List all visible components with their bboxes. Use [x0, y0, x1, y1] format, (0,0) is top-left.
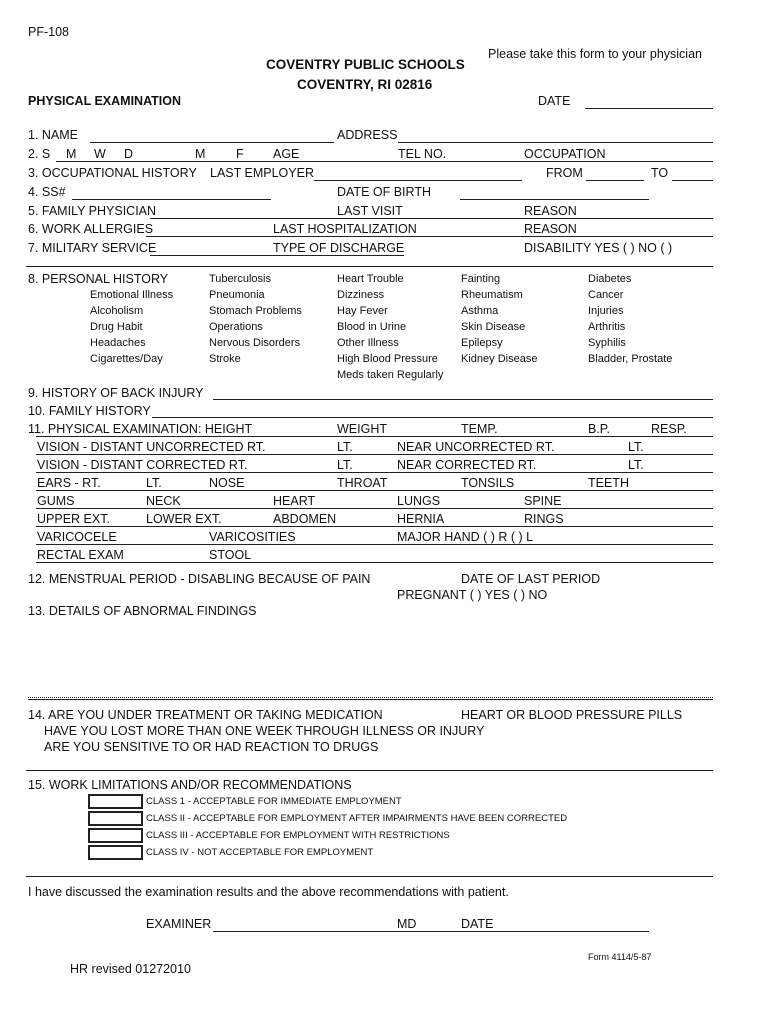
back-injury-field[interactable]	[213, 399, 713, 400]
address-field[interactable]	[398, 142, 713, 143]
school-city: COVENTRY, RI 02816	[297, 77, 433, 92]
ph-emotional-illness: Emotional Illness	[90, 289, 174, 301]
rings-label: RINGS	[524, 512, 564, 526]
ph-cancer: Cancer	[588, 289, 624, 301]
family-history-label: 10. FAMILY HISTORY	[28, 404, 151, 418]
ph-heart-trouble: Heart Trouble	[337, 273, 404, 285]
ph-rheumatism: Rheumatism	[461, 289, 523, 301]
family-history-field[interactable]	[152, 417, 713, 418]
gums-label: GUMS	[37, 494, 75, 508]
ph-operations: Operations	[209, 321, 263, 333]
status-d[interactable]: D	[124, 147, 134, 161]
tonsils-label: TONSILS	[461, 476, 515, 490]
ph-hay-fever: Hay Fever	[337, 305, 388, 317]
major-hand-label: MAJOR HAND ( ) R ( ) L	[397, 530, 534, 544]
line2-field[interactable]	[56, 161, 713, 162]
abdomen-label: ABDOMEN	[273, 512, 337, 526]
vision-distant-uncorrected-lt: LT.	[337, 440, 353, 454]
status-label: 2. S	[28, 147, 51, 161]
ph-fainting: Fainting	[461, 273, 501, 285]
ph-dizziness: Dizziness	[337, 289, 385, 301]
divider	[26, 770, 713, 771]
class3-checkbox[interactable]	[88, 828, 143, 843]
findings-line-b[interactable]	[28, 699, 713, 700]
exam-row3-line[interactable]	[36, 472, 713, 473]
occ-history-label: 3. OCCUPATIONAL HISTORY	[28, 166, 197, 180]
ears-lt-label: LT.	[146, 476, 162, 490]
vision-near-uncorrected-lt: LT.	[628, 440, 644, 454]
discharge-label: TYPE OF DISCHARGE	[273, 241, 405, 255]
abnormal-findings-label: 13. DETAILS OF ABNORMAL FINDINGS	[28, 604, 257, 618]
vision-near-uncorrected: NEAR UNCORRECTED RT.	[397, 440, 555, 454]
divider	[26, 266, 713, 267]
ss-label: 4. SS#	[28, 185, 66, 199]
from-label: FROM	[546, 166, 583, 180]
ph-injuries: Injuries	[588, 305, 624, 317]
sex-f[interactable]: F	[236, 147, 244, 161]
ph-stomach-problems: Stomach Problems	[209, 305, 302, 317]
work-limitations-label: 15. WORK LIMITATIONS AND/OR RECOMMENDATIONS	[28, 778, 352, 792]
ears-rt-label: EARS - RT.	[37, 476, 101, 490]
ph-headaches: Headaches	[90, 337, 146, 349]
allergies-field[interactable]	[146, 236, 713, 237]
exam-row4-line[interactable]	[36, 490, 713, 491]
back-injury-label: 9. HISTORY OF BACK INJURY	[28, 386, 204, 400]
physical-exam-label: 11. PHYSICAL EXAMINATION: HEIGHT	[28, 422, 253, 436]
exam-row7-line[interactable]	[36, 544, 713, 545]
temp-label: TEMP.	[461, 422, 498, 436]
rectal-exam-label: RECTAL EXAM	[37, 548, 124, 562]
ph-kidney-disease: Kidney Disease	[461, 353, 538, 365]
exam-row6-line[interactable]	[36, 526, 713, 527]
neck-label: NECK	[146, 494, 181, 508]
military-field[interactable]	[150, 255, 404, 256]
divider	[26, 876, 713, 877]
last-employer-label: LAST EMPLOYER	[210, 166, 314, 180]
page-title: PHYSICAL EXAMINATION	[28, 94, 182, 108]
form-id: PF-108	[28, 25, 69, 39]
status-w[interactable]: W	[94, 147, 106, 161]
pregnant-label: PREGNANT ( ) YES ( ) NO	[397, 588, 548, 602]
last-employer-field[interactable]	[314, 180, 522, 181]
varicosities-label: VARICOSITIES	[209, 530, 296, 544]
ph-diabetes: Diabetes	[588, 273, 632, 285]
physician-note: Please take this form to your physician	[488, 47, 702, 61]
date-field[interactable]	[585, 108, 713, 109]
lungs-label: LUNGS	[397, 494, 441, 508]
date-label: DATE	[538, 94, 571, 108]
status-m[interactable]: M	[66, 147, 77, 161]
ph-cigarettes: Cigarettes/Day	[90, 353, 163, 365]
ph-high-blood-pressure: High Blood Pressure	[337, 353, 438, 365]
spine-label: SPINE	[524, 494, 562, 508]
ph-blood-in-urine: Blood in Urine	[337, 321, 407, 333]
bp-pills-label: HEART OR BLOOD PRESSURE PILLS	[461, 708, 683, 722]
ss-field[interactable]	[72, 199, 271, 200]
lost-week-label: HAVE YOU LOST MORE THAN ONE WEEK THROUGH ILLNESS OR INJURY	[44, 724, 485, 738]
from-field[interactable]	[586, 180, 644, 181]
ph-asthma: Asthma	[461, 305, 499, 317]
last-period-label: DATE OF LAST PERIOD	[461, 572, 601, 586]
ph-meds-regularly: Meds taken Regularly	[337, 369, 444, 381]
work-allergies-label: 6. WORK ALLERGIES	[28, 222, 154, 236]
stool-label: STOOL	[209, 548, 252, 562]
hosp-reason-label: REASON	[524, 222, 577, 236]
class4-label: CLASS IV - NOT ACCEPTABLE FOR EMPLOYMENT	[146, 847, 374, 858]
personal-history-label: 8. PERSONAL HISTORY	[28, 272, 169, 286]
heart-label: HEART	[273, 494, 316, 508]
visit-reason-label: REASON	[524, 204, 577, 218]
class3-label: CLASS III - ACCEPTABLE FOR EMPLOYMENT WITH RESTRICTIONS	[146, 830, 450, 841]
class1-label: CLASS 1 - ACCEPTABLE FOR IMMEDIATE EMPLOYMENT	[146, 796, 402, 807]
sex-m[interactable]: M	[195, 147, 206, 161]
disability-label: DISABILITY YES ( ) NO ( )	[524, 241, 673, 255]
examiner-label: EXAMINER	[146, 917, 212, 931]
ph-syphilis: Syphilis	[588, 337, 626, 349]
address-label: ADDRESS	[337, 128, 398, 142]
discussed-statement: I have discussed the examination results and the above recommendations with patient.	[28, 885, 509, 899]
last-hospitalization-label: LAST HOSPITALIZATION	[273, 222, 417, 236]
vision-near-corrected: NEAR CORRECTED RT.	[397, 458, 537, 472]
menstrual-label: 12. MENSTRUAL PERIOD - DISABLING BECAUSE OF PAIN	[28, 572, 371, 586]
ph-arthritis: Arthritis	[588, 321, 626, 333]
throat-label: THROAT	[337, 476, 388, 490]
vision-near-corrected-lt: LT.	[628, 458, 644, 472]
lower-ext-label: LOWER EXT.	[146, 512, 222, 526]
school-name: COVENTRY PUBLIC SCHOOLS	[266, 57, 465, 72]
hernia-label: HERNIA	[397, 512, 445, 526]
revision-note: HR revised 01272010	[70, 962, 191, 976]
vision-distant-corrected-lt: LT.	[337, 458, 353, 472]
teeth-label: TEETH	[588, 476, 629, 490]
bp-label: B.P.	[588, 422, 611, 436]
weight-label: WEIGHT	[337, 422, 387, 436]
tel-label: TEL NO.	[398, 147, 447, 161]
ph-bladder-prostate: Bladder, Prostate	[588, 353, 673, 365]
exam-row2-line[interactable]	[36, 454, 713, 455]
findings-line-a[interactable]	[28, 697, 713, 698]
to-label: TO	[651, 166, 669, 180]
exam-row1-line[interactable]	[36, 436, 713, 437]
resp-label: RESP.	[651, 422, 687, 436]
class4-checkbox[interactable]	[88, 845, 143, 860]
military-service-label: 7. MILITARY SERVICE	[28, 241, 157, 255]
ph-pneumonia: Pneumonia	[209, 289, 265, 301]
class2-label: CLASS II - ACCEPTABLE FOR EMPLOYMENT AFTER IMPAIRMENTS HAVE BEEN CORRECTED	[146, 813, 568, 824]
varicocele-label: VARICOCELE	[37, 530, 117, 544]
family-physician-label: 5. FAMILY PHYSICIAN	[28, 204, 157, 218]
ph-alcoholism: Alcoholism	[90, 305, 144, 317]
dob-field[interactable]	[460, 199, 649, 200]
ph-stroke: Stroke	[209, 353, 241, 365]
ph-skin-disease: Skin Disease	[461, 321, 526, 333]
examiner-signature-field[interactable]	[213, 931, 649, 932]
age-label: AGE	[273, 147, 300, 161]
vision-distant-corrected: VISION - DISTANT CORRECTED RT.	[37, 458, 248, 472]
physician-field[interactable]	[150, 218, 713, 219]
form-number: Form 4114/5-87	[588, 952, 652, 962]
drug-reaction-label: ARE YOU SENSITIVE TO OR HAD REACTION TO DRUGS	[44, 740, 379, 754]
treatment-label: 14. ARE YOU UNDER TREATMENT OR TAKING MEDICATION	[28, 708, 383, 722]
ph-drug-habit: Drug Habit	[90, 321, 143, 333]
dob-label: DATE OF BIRTH	[337, 185, 431, 199]
to-field[interactable]	[672, 180, 713, 181]
ph-epilepsy: Epilepsy	[461, 337, 503, 349]
occupation-label: OCCUPATION	[524, 147, 606, 161]
signature-date-label: DATE	[461, 917, 494, 931]
md-label: MD	[397, 917, 417, 931]
exam-row8-line[interactable]	[36, 562, 713, 563]
exam-row5-line[interactable]	[36, 508, 713, 509]
ph-other-illness: Other Illness	[337, 337, 399, 349]
nose-label: NOSE	[209, 476, 245, 490]
name-label: 1. NAME	[28, 128, 79, 142]
name-field[interactable]	[90, 142, 334, 143]
last-visit-label: LAST VISIT	[337, 204, 403, 218]
ph-nervous-disorders: Nervous Disorders	[209, 337, 301, 349]
vision-distant-uncorrected: VISION - DISTANT UNCORRECTED RT.	[37, 440, 266, 454]
ph-tuberculosis: Tuberculosis	[209, 273, 271, 285]
class1-checkbox[interactable]	[88, 794, 143, 809]
class2-checkbox[interactable]	[88, 811, 143, 826]
upper-ext-label: UPPER EXT.	[37, 512, 110, 526]
